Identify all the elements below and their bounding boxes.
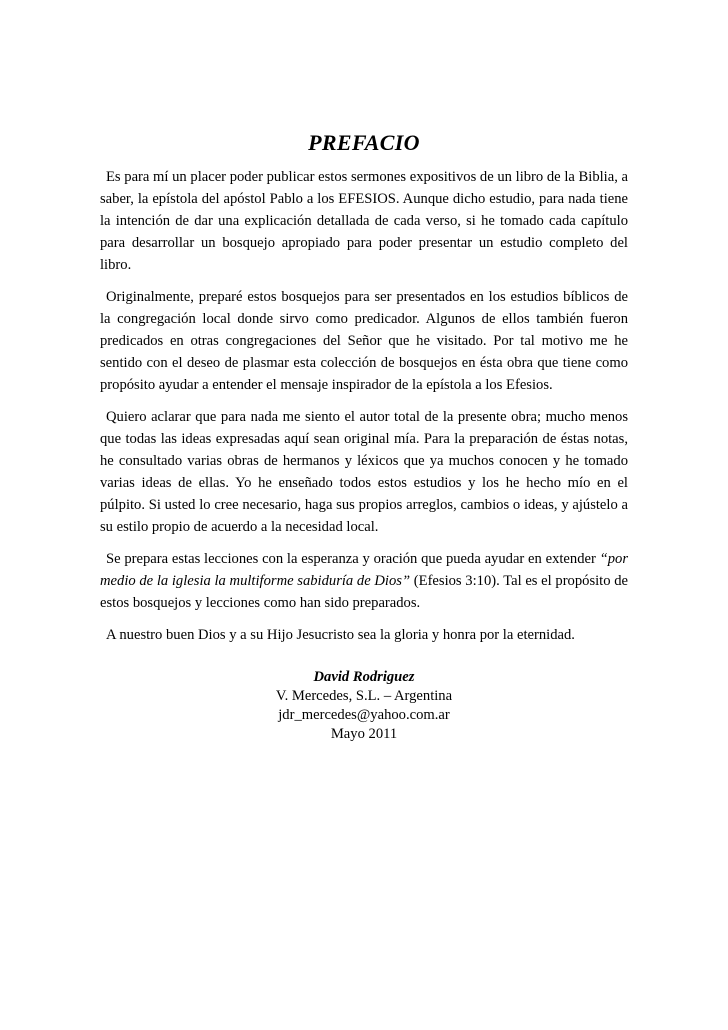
paragraph-3: Quiero aclarar que para nada me siento el autor total de la presente obra; mucho menos que todas las ideas expresadas aquí sean original mía. Para la preparación de éstas notas, he consultado varias obras de hermanos y léxicos que ya muchos conocen y he tomado varias ideas de ellas. Yo he enseñado todos estos estudios y los he hecho mío en el púlpito. Si usted lo cree necesario, haga sus propios arreglos, cambios o ideas, y ajústelo a su estilo propio de acuerdo a la necesidad local. [100, 409, 628, 535]
paragraph-2: Originalmente, preparé estos bosquejos para ser presentados en los estudios bíblicos de la congregación local donde sirvo como predicador. Algunos de ellos también fueron predicados en otras congregaciones del Señor que he visitado. Por tal motivo me he sentido con el deseo de plasmar esta colección de bosquejos en ésta obra que tiene como propósito ayudar a entender el mensaje inspirador de la epístola a los Efesios. [100, 289, 628, 393]
document-page [100, 128, 628, 744]
paragraph-4-after: (Efesios 3:10). Tal es el propósito de estos bosquejos y lecciones como han sido preparados. [100, 573, 628, 611]
author-email: jdr_mercedes@yahoo.com.ar [278, 707, 450, 723]
paragraph-4-before: Se prepara estas lecciones con la esperanza y oración que pueda ayudar en extender [106, 551, 600, 567]
author-location: V. Mercedes, S.L. – Argentina [275, 688, 453, 704]
closing-paragraph: A nuestro buen Dios y a su Hijo Jesucristo sea la gloria y honra por la eternidad. [106, 627, 575, 643]
page-title: PREFACIO [308, 130, 420, 155]
signature-block [100, 668, 628, 744]
paragraph-4 [100, 548, 628, 614]
bible-quote: “por medio de la iglesia la multiforme sabiduría de Dios” [100, 551, 628, 589]
document-date: Mayo 2011 [330, 726, 398, 742]
author-name: David Rodriguez [313, 669, 415, 685]
paragraph-1: Es para mí un placer poder publicar estos sermones expositivos de un libro de la Biblia, a saber, la epístola del apóstol Pablo a los EFESIOS. Aunque dicho estudio, para nada tiene la intención de dar una explicación detallada de cada verso, si he tomado cada capítulo para desarrollar un bosquejo apropiado para poder presentar un estudio completo del libro. [100, 169, 628, 273]
